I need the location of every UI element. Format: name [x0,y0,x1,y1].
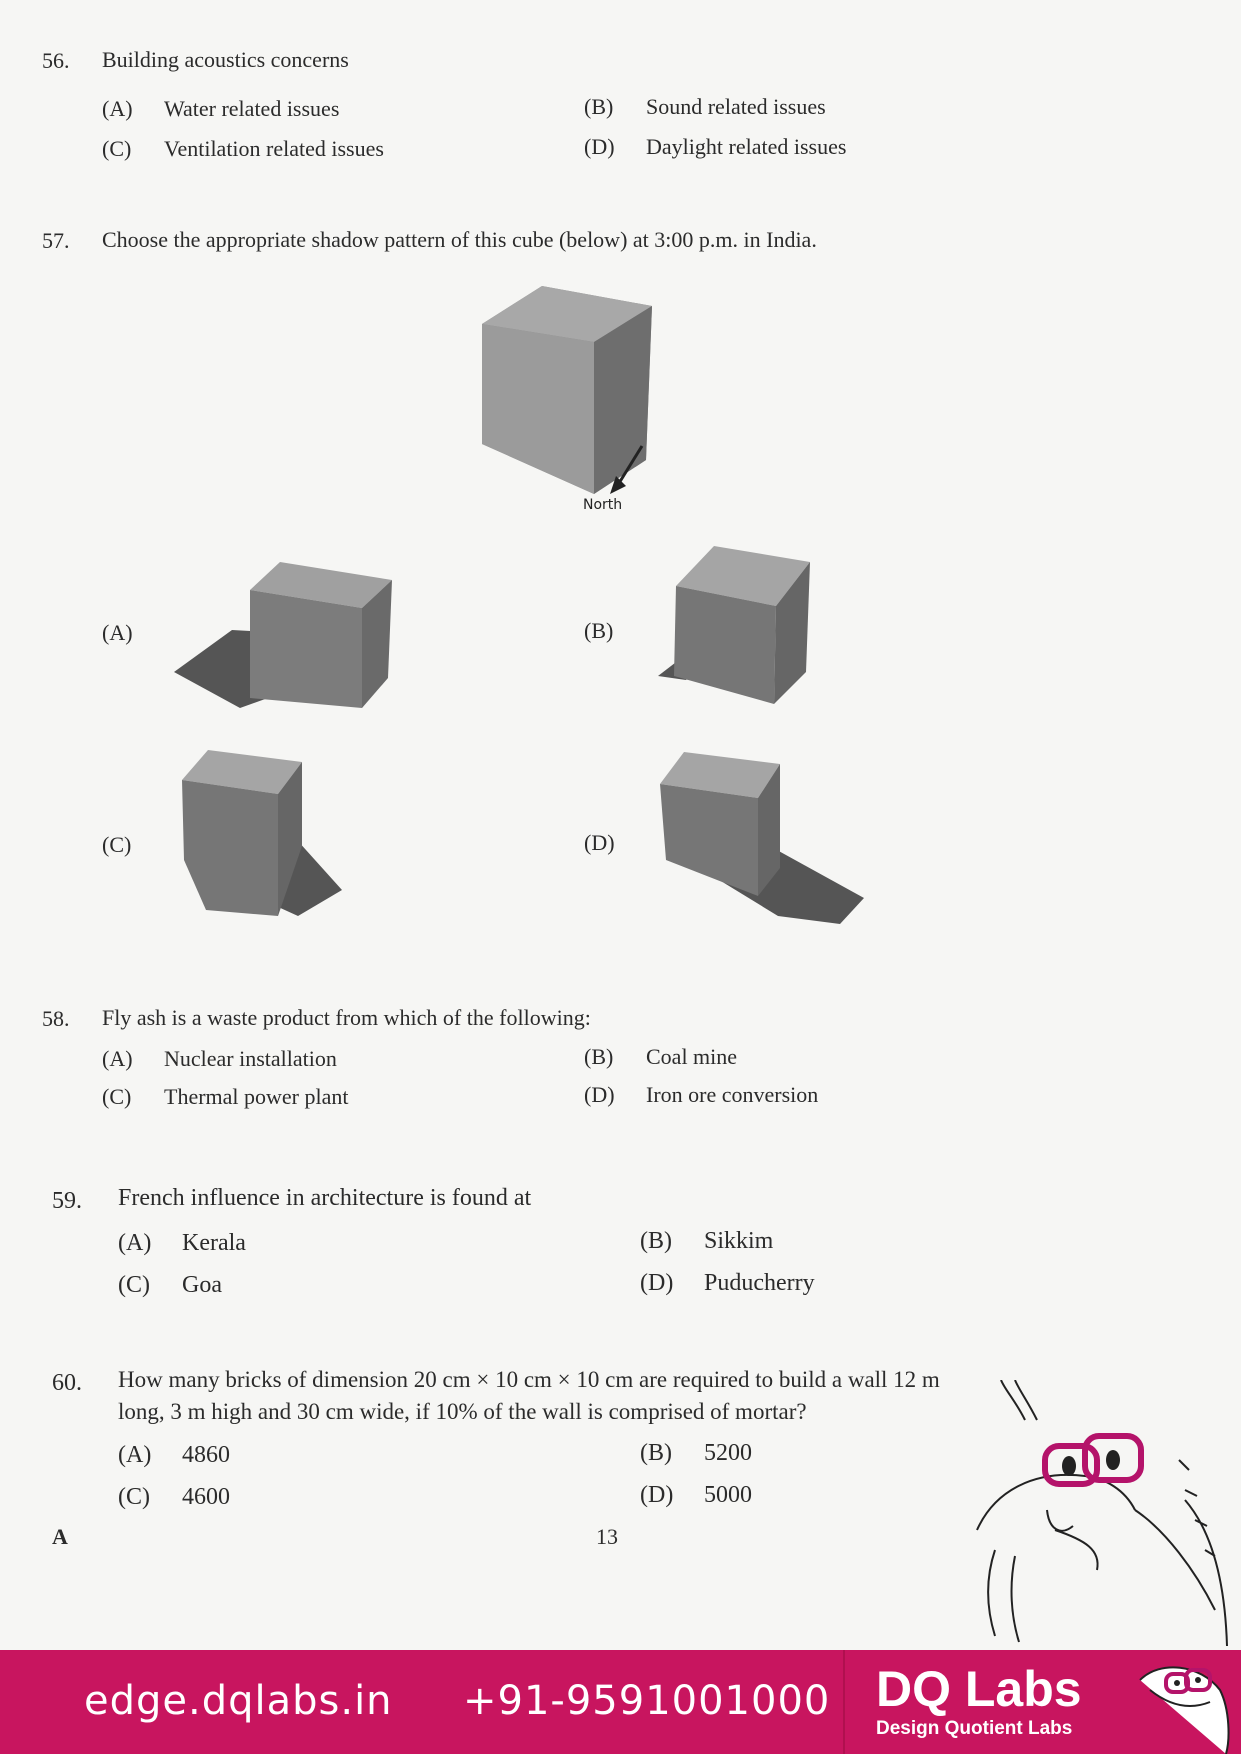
q60-option-d: (D) 5000 [640,1482,752,1508]
q56-option-c: (C) Ventilation related issues [102,136,384,161]
question-57-number: 57. [42,228,70,253]
q56-option-d: (D) Daylight related issues [584,134,847,159]
phone-number: +91-9591001000 [463,1678,831,1724]
q57-option-c-cube-figure [178,750,348,920]
brand-logo-text: DQ Labs [876,1661,1082,1717]
question-58-number: 58. [42,1006,70,1031]
q57-option-d-label: (D) [584,830,615,855]
q59-option-c: (C) Goa [118,1272,222,1298]
q57-option-b-label: (B) [584,618,614,643]
q56-option-a: (A) Water related issues [102,96,340,121]
set-letter: A [52,1524,68,1549]
question-56-number: 56. [42,48,70,73]
question-59-number: 59. [52,1188,82,1214]
question-57-text: Choose the appropriate shadow pattern of this cube (below) at 3:00 p.m. in India. [102,227,817,252]
q56-option-b: (B) Sound related issues [584,94,826,119]
q59-option-a: (A) Kerala [118,1230,246,1256]
website-link[interactable]: edge.dqlabs.in [84,1678,393,1724]
q58-option-d: (D) Iron ore conversion [584,1082,819,1107]
q57-option-c-label: (C) [102,832,132,857]
mascot-mini-icon [1130,1650,1241,1754]
mascot-character-icon [975,1380,1241,1650]
q58-option-c: (C) Thermal power plant [102,1084,349,1109]
question-56-text: Building acoustics concerns [102,47,349,72]
footer-banner [0,1650,1241,1754]
banner-divider [843,1650,845,1754]
q58-option-b: (B) Coal mine [584,1044,738,1069]
q57-option-a-cube-figure [170,560,400,710]
reference-cube-figure [470,276,670,516]
question-58-text: Fly ash is a waste product from which of the following: [102,1005,591,1030]
q59-option-b: (B) Sikkim [640,1228,774,1254]
q59-option-d: (D) Puducherry [640,1270,815,1296]
question-60-text-line2: long, 3 m high and 30 cm wide, if 10% of the wall is comprised of mortar? [118,1399,807,1424]
q58-option-a: (A) Nuclear installation [102,1046,337,1071]
q57-option-d-cube-figure [656,748,876,928]
question-60-number: 60. [52,1370,82,1396]
question-59-text: French influence in architecture is found at [118,1185,532,1211]
q60-option-a: (A) 4860 [118,1442,230,1468]
page-number: 13 [596,1524,618,1549]
cube-front-face [482,324,594,494]
q57-option-b-cube-figure [656,540,826,710]
north-label: North [583,497,623,513]
brand-tagline: Design Quotient Labs [876,1718,1073,1739]
q57-option-a-label: (A) [102,620,133,645]
q60-option-c: (C) 4600 [118,1484,230,1510]
question-60-text-line1: How many bricks of dimension 20 cm × 10 cm × 10 cm are required to build a wall 12 m [118,1367,940,1392]
q60-option-b: (B) 5200 [640,1440,752,1466]
